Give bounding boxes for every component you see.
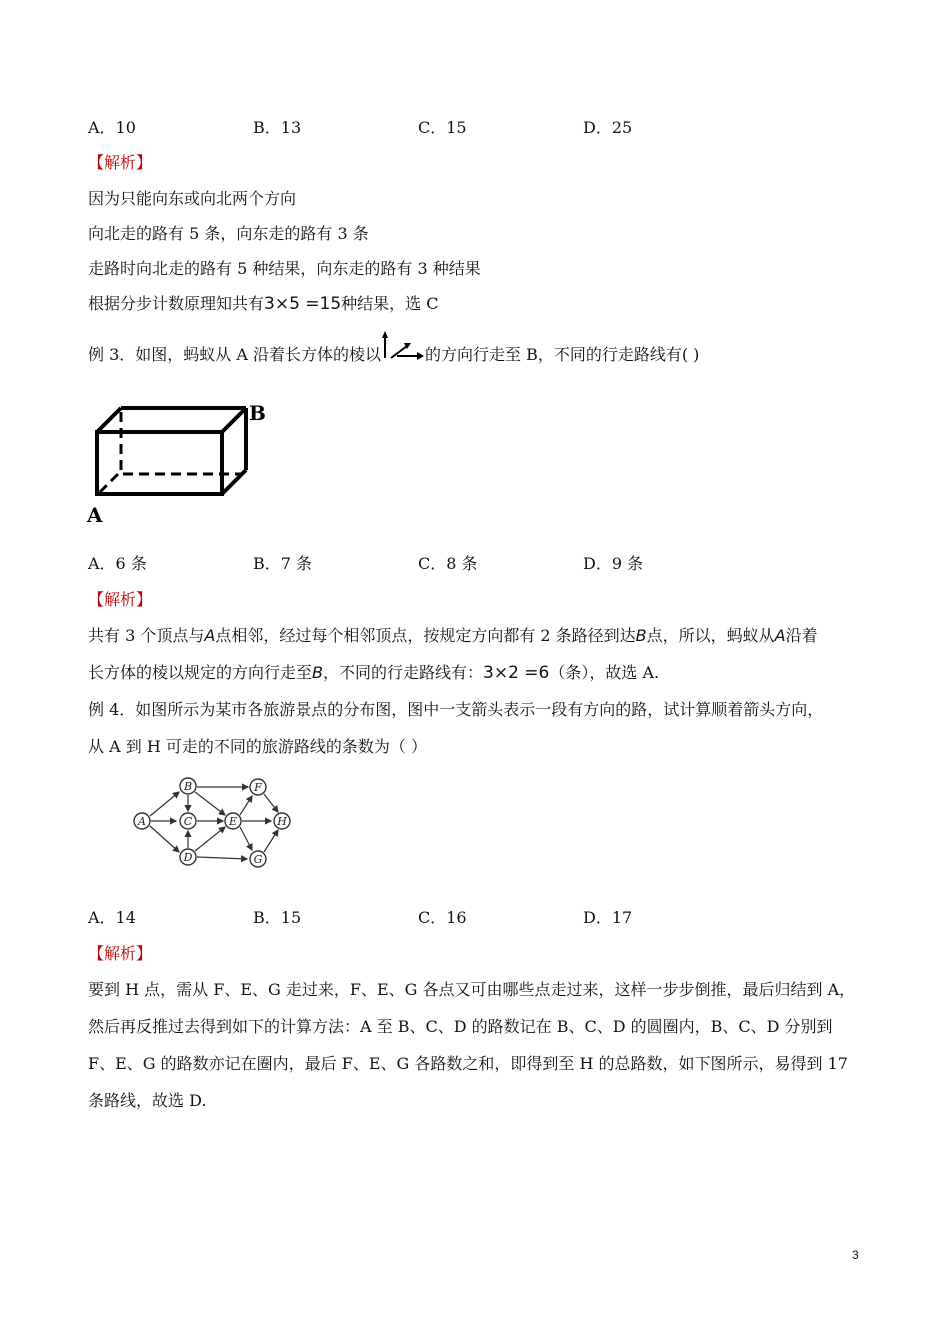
solution-label: 【解析】: [88, 944, 153, 963]
option-b: B．15: [253, 908, 302, 927]
option-b: B．7 条: [253, 554, 313, 573]
option-d: D．9 条: [583, 554, 644, 573]
solution-label: 【解析】: [88, 153, 153, 172]
cuboid-figure: [85, 398, 275, 528]
solution-line: [88, 625, 818, 647]
formula: 3×5 =15: [264, 294, 342, 314]
text: 沿着: [785, 626, 818, 645]
vertex-a-label: A: [87, 503, 103, 527]
variable: B: [312, 663, 323, 682]
node-c-label: C: [183, 815, 193, 828]
node-d-label: D: [183, 851, 193, 864]
text: 的方向行走至 B，不同的行走路线有( ): [425, 345, 700, 364]
route-graph-figure: [128, 774, 308, 874]
variable: B: [635, 626, 647, 645]
option-a: A．6 条: [88, 554, 147, 573]
vertex-b-label: B: [249, 401, 266, 425]
option-c: C．16: [418, 908, 467, 927]
text: 共有 3 个顶点与: [88, 626, 205, 645]
node-f-label: F: [254, 781, 262, 794]
example-4-question: 从 A 到 H 可走的不同的旅游路线的条数为（ ）: [88, 737, 427, 756]
solution-line: 因为只能向东或向北两个方向: [88, 189, 297, 208]
node-a-label: A: [138, 815, 146, 828]
text: 种结果，选 C: [341, 294, 439, 313]
option-a: A．14: [88, 908, 136, 927]
solution-line: [88, 662, 659, 684]
option-a: A．10: [88, 118, 136, 137]
text: 点，所以，蚂蚁从: [646, 626, 775, 645]
solution-line: F、E、G 的路数亦记在圈内，最后 F、E、G 各路数之和，即得到至 H 的总路数，如下图所示，易得到 17: [88, 1054, 848, 1073]
variable: A: [774, 626, 786, 645]
option-c: C．8 条: [418, 554, 478, 573]
text: （条），故选 A.: [549, 663, 660, 682]
solution-line: 然后再反推过去得到如下的计算方法：A 至 B、C、D 的路数记在 B、C、D 的圆圈内，B、C、D 分别到: [88, 1017, 833, 1036]
direction-arrows-icon: [381, 342, 425, 364]
node-g-label: G: [253, 853, 263, 866]
solution-label: 【解析】: [88, 590, 153, 609]
example-4-question: 例 4．如图所示为某市各旅游景点的分布图，图中一支箭头表示一段有方向的路，试计算顺着箭头方向，: [88, 700, 824, 719]
option-d: D．25: [583, 118, 633, 137]
solution-line: [88, 293, 439, 315]
page-number: 3: [852, 1248, 859, 1262]
formula: 3×2 =6: [483, 663, 550, 683]
solution-line: 要到 H 点，需从 F、E、G 走过来，F、E、G 各点又可由哪些点走过来，这样一步步倒推，最后归结到 A，: [88, 980, 856, 999]
node-h-label: H: [277, 815, 287, 828]
example-3-question: [88, 342, 699, 366]
text: 根据分步计数原理知共有: [88, 294, 265, 313]
variable: A: [204, 626, 216, 645]
option-b: B．13: [253, 118, 302, 137]
solution-line: 走路时向北走的路有 5 种结果，向东走的路有 3 种结果: [88, 259, 481, 278]
node-e-label: E: [228, 815, 238, 828]
solution-line: 向北走的路有 5 条，向东走的路有 3 条: [88, 224, 369, 243]
node-b-label: B: [183, 780, 193, 793]
solution-line: 条路线，故选 D.: [88, 1091, 207, 1110]
text: 例 3．如图，蚂蚁从 A 沿着长方体的棱以: [88, 345, 381, 364]
option-d: D．17: [583, 908, 633, 927]
option-c: C．15: [418, 118, 467, 137]
text: ，不同的行走路线有：: [323, 663, 484, 682]
text: 点相邻，经过每个相邻顶点，按规定方向都有 2 条路径到达: [215, 626, 636, 645]
text: 长方体的棱以规定的方向行走至: [88, 663, 313, 682]
